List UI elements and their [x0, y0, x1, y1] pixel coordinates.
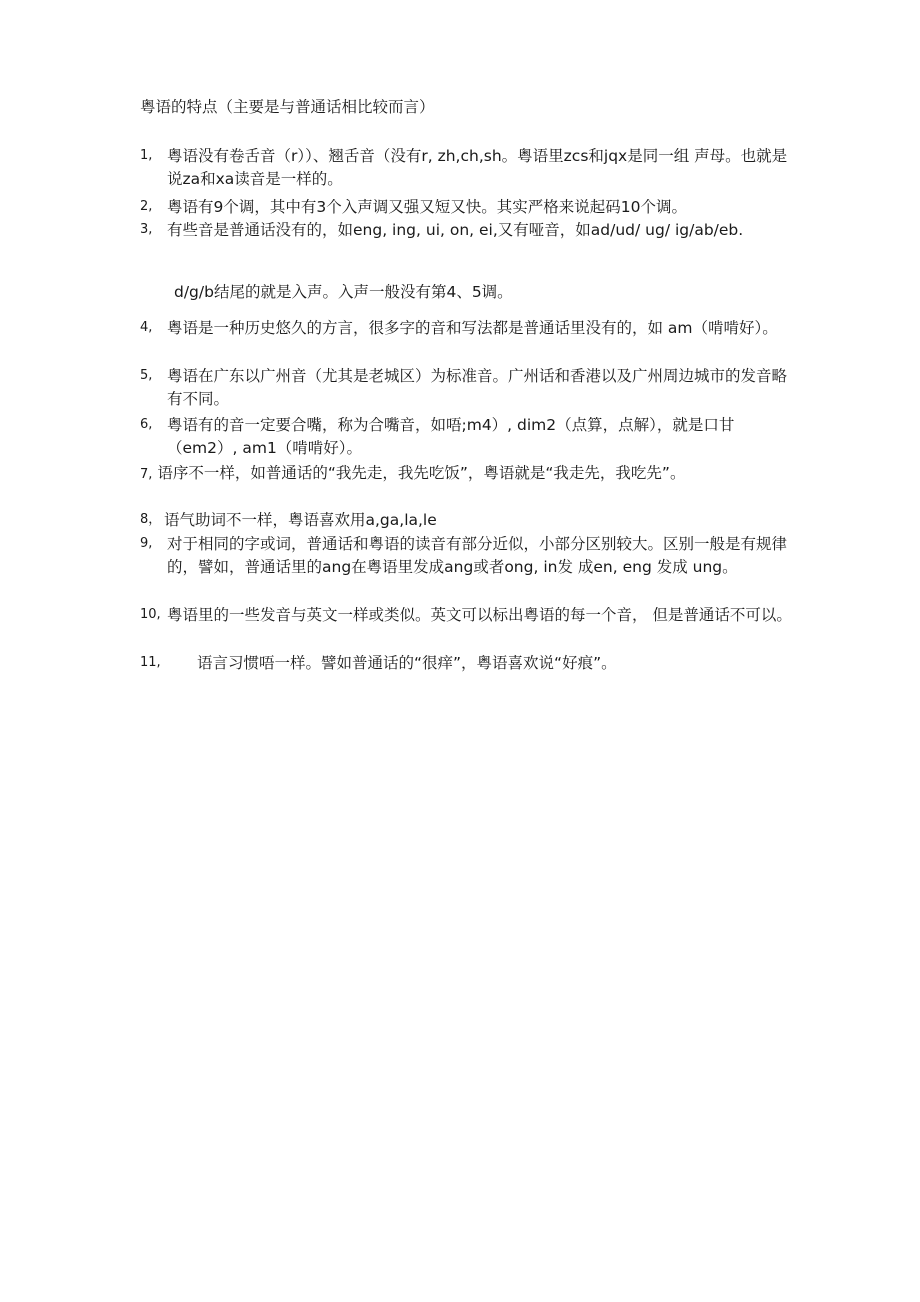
list-item-8: [140, 509, 800, 532]
list-item-2: [140, 196, 800, 219]
list-text: 语气助词不一样，粤语喜欢用a,ga,la,le: [164, 511, 437, 529]
list-number: 2,: [140, 199, 153, 214]
list-text: 粤语有9个调，其中有3个入声调又强又短又快。其实严格来说起码10个调。: [167, 198, 687, 216]
list-number: 7,: [140, 467, 153, 482]
document-title: 粤语的特点（主要是与普通话相比较而言）: [140, 98, 435, 116]
list-number: 4,: [140, 320, 153, 335]
list-text: 粤语里的一些发音与英文一样或类似。英文可以标出粤语的每一个音， 但是普通话不可以。: [167, 606, 792, 624]
tone-note: d/g/b结尾的就是入声。入声一般没有第4、5调。: [174, 283, 513, 301]
list-item-11: [140, 652, 800, 675]
list-item-6: [140, 414, 800, 459]
list-number: 6,: [140, 417, 153, 432]
list-number: 3,: [140, 222, 153, 237]
list-number: 10,: [140, 607, 161, 622]
list-number: 11,: [140, 655, 161, 670]
list-item-9: [140, 533, 800, 578]
list-text: 语言习惯唔一样。譬如普通话的“很痒”，粤语喜欢说“好痕”。: [197, 654, 617, 672]
list-item-7: [140, 462, 800, 487]
list-number: 1,: [140, 148, 153, 163]
list-text: 对于相同的字或词，普通话和粤语的读音有部分近似，小部分区别较大。区别一般是有规律的，譬如，普通话里的ang在粤语里发成ang或者ong, in发 成en, eng 发成 ung。: [167, 535, 788, 576]
list-number: 9,: [140, 536, 153, 551]
list-text: 语序不一样，如普通话的“我先走，我先吃饭”，粤语就是“我走先，我吃先”。: [157, 464, 686, 482]
list-text: 有些音是普通话没有的，如eng, ing, ui, on, ei,又有哑音，如ad/ud/ ug/ ig/ab/eb.: [167, 221, 744, 239]
list-text: 粤语有的音一定要合嘴，称为合嘴音，如唔;m4）, dim2（点算，点解），就是口甘 （em2）, am1（啃啃好）。: [167, 416, 735, 457]
list-item-3: [140, 219, 800, 242]
list-number: 5,: [140, 368, 153, 383]
list-item-5: [140, 365, 800, 410]
list-text: 粤语在广东以广州音（尤其是老城区）为标准音。广州话和香港以及广州周边城市的发音略有不同。: [167, 367, 788, 408]
list-item-10: [140, 604, 800, 627]
list-text: 粤语没有卷舌音（r））、翘舌音（没有r, zh,ch,sh。粤语里zcs和jqx是同一组 声母。也就是说za和xa读音是一样的。: [167, 147, 788, 188]
list-item-4: [140, 317, 800, 340]
list-number: 8，: [140, 512, 162, 527]
list-text: 粤语是一种历史悠久的方言，很多字的音和写法都是普通话里没有的，如 am（啃啃好）。: [167, 319, 778, 337]
list-text-wrap: [140, 462, 800, 487]
list-item-1: [140, 145, 800, 190]
